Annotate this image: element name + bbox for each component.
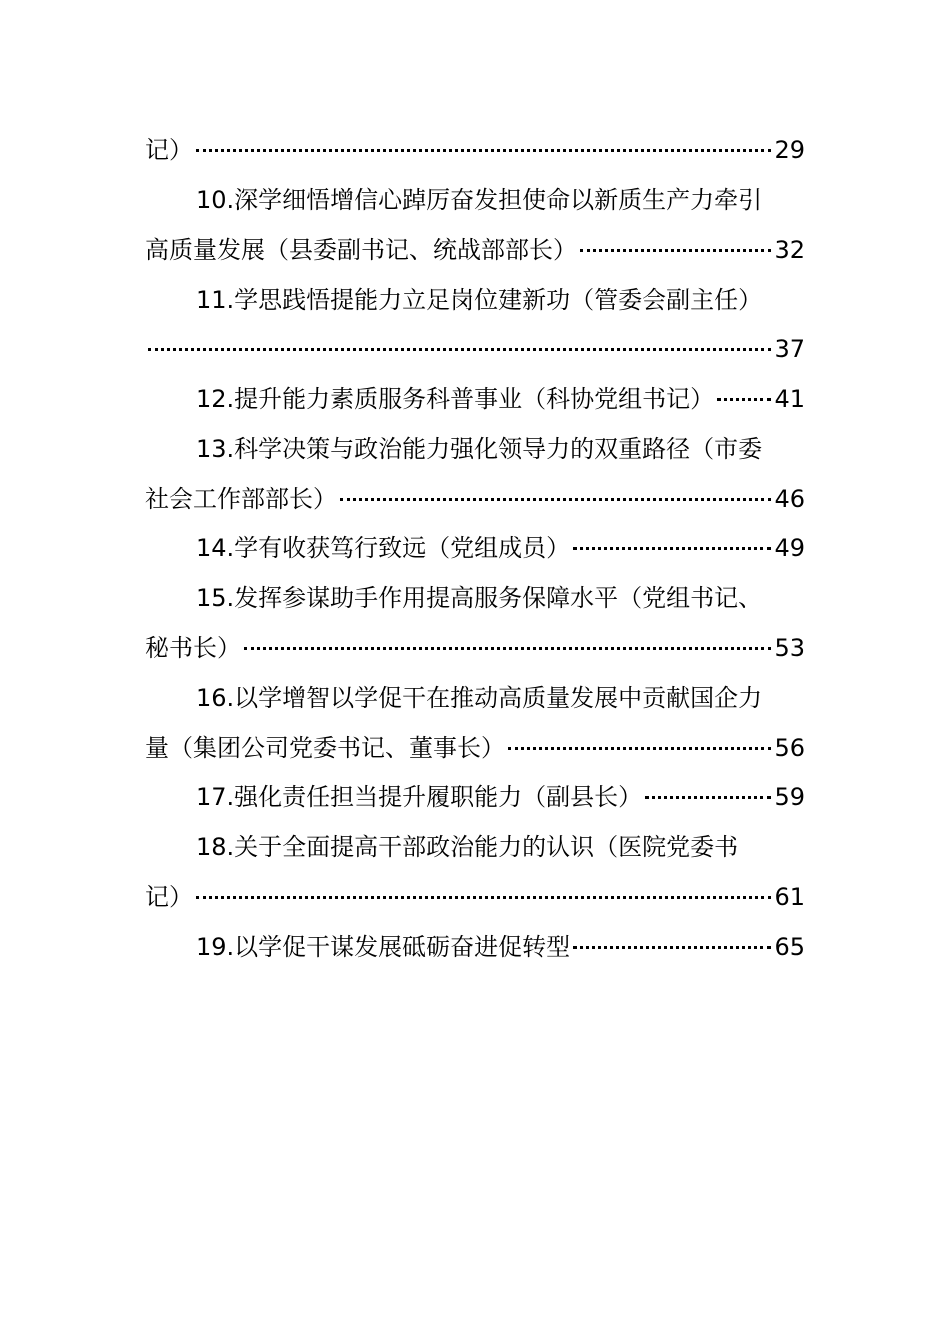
toc-entry-13-line2[interactable] <box>145 481 805 517</box>
toc-entry-title: 17.强化责任担当提升履职能力（副县长） <box>196 783 643 811</box>
toc-entry-title: 14.学有收获笃行致远（党组成员） <box>196 534 571 562</box>
toc-entry-13-line1[interactable] <box>196 431 805 467</box>
toc-entry-9-tail[interactable] <box>145 132 805 168</box>
dot-leader <box>717 398 771 401</box>
page-number: 53 <box>774 634 805 662</box>
toc-entry-17[interactable] <box>196 779 805 815</box>
toc-entry-11-line2[interactable] <box>145 331 805 367</box>
page-number: 32 <box>774 236 805 264</box>
dot-leader <box>148 348 771 351</box>
toc-entry-title: 16.以学增智以学促干在推动高质量发展中贡献国企力 <box>196 684 763 712</box>
toc-entry-title: 15.发挥参谋助手作用提高服务保障水平（党组书记、 <box>196 584 763 612</box>
toc-entry-18-line1[interactable] <box>196 829 805 865</box>
toc-entry-16-line1[interactable] <box>196 680 805 716</box>
page-number: 46 <box>774 485 805 513</box>
toc-entry-16-line2[interactable] <box>145 730 805 766</box>
toc-entry-15-line1[interactable] <box>196 580 805 616</box>
dot-leader <box>580 249 771 252</box>
toc-entry-12[interactable] <box>196 381 805 417</box>
toc-entry-10-line1[interactable] <box>196 182 805 218</box>
toc-entry-title: 12.提升能力素质服务科普事业（科协党组书记） <box>196 385 715 413</box>
toc-entry-11-line1[interactable] <box>196 282 805 318</box>
dot-leader <box>340 498 771 501</box>
toc-entry-19[interactable] <box>196 929 805 965</box>
page-number: 56 <box>774 734 805 762</box>
page-number: 29 <box>774 136 805 164</box>
toc-entry-title: 18.关于全面提高干部政治能力的认识（医院党委书 <box>196 833 739 861</box>
dot-leader <box>645 796 771 799</box>
toc-entry-10-line2[interactable] <box>145 232 805 268</box>
toc-entry-18-line2[interactable] <box>145 879 805 915</box>
toc-entry-title: 10.深学细悟增信心踔厉奋发担使命以新质生产力牵引 <box>196 186 763 214</box>
toc-entry-text: 记） <box>145 883 193 911</box>
toc-entry-title: 13.科学决策与政治能力强化领导力的双重路径（市委 <box>196 435 763 463</box>
toc-entry-text: 社会工作部部长） <box>145 485 337 513</box>
toc-entry-text: 记） <box>145 136 193 164</box>
page-number: 37 <box>774 335 805 363</box>
dot-leader <box>244 647 771 650</box>
page-number: 65 <box>774 933 805 961</box>
toc-entry-14[interactable] <box>196 530 805 566</box>
page-number: 59 <box>774 783 805 811</box>
toc-entry-text: 量（集团公司党委书记、董事长） <box>145 734 505 762</box>
toc-entry-15-line2[interactable] <box>145 630 805 666</box>
dot-leader <box>573 946 771 949</box>
page-number: 49 <box>774 534 805 562</box>
dot-leader <box>573 547 771 550</box>
toc-entry-text: 秘书长） <box>145 634 241 662</box>
toc-entry-title: 11.学思践悟提能力立足岗位建新功（管委会副主任） <box>196 286 763 314</box>
page-number: 41 <box>774 385 805 413</box>
dot-leader <box>508 747 771 750</box>
page-number: 61 <box>774 883 805 911</box>
dot-leader <box>196 149 771 152</box>
toc-entry-title: 19.以学促干谋发展砥砺奋进促转型 <box>196 933 571 961</box>
toc-entry-text: 高质量发展（县委副书记、统战部部长） <box>145 236 577 264</box>
dot-leader <box>196 896 771 899</box>
